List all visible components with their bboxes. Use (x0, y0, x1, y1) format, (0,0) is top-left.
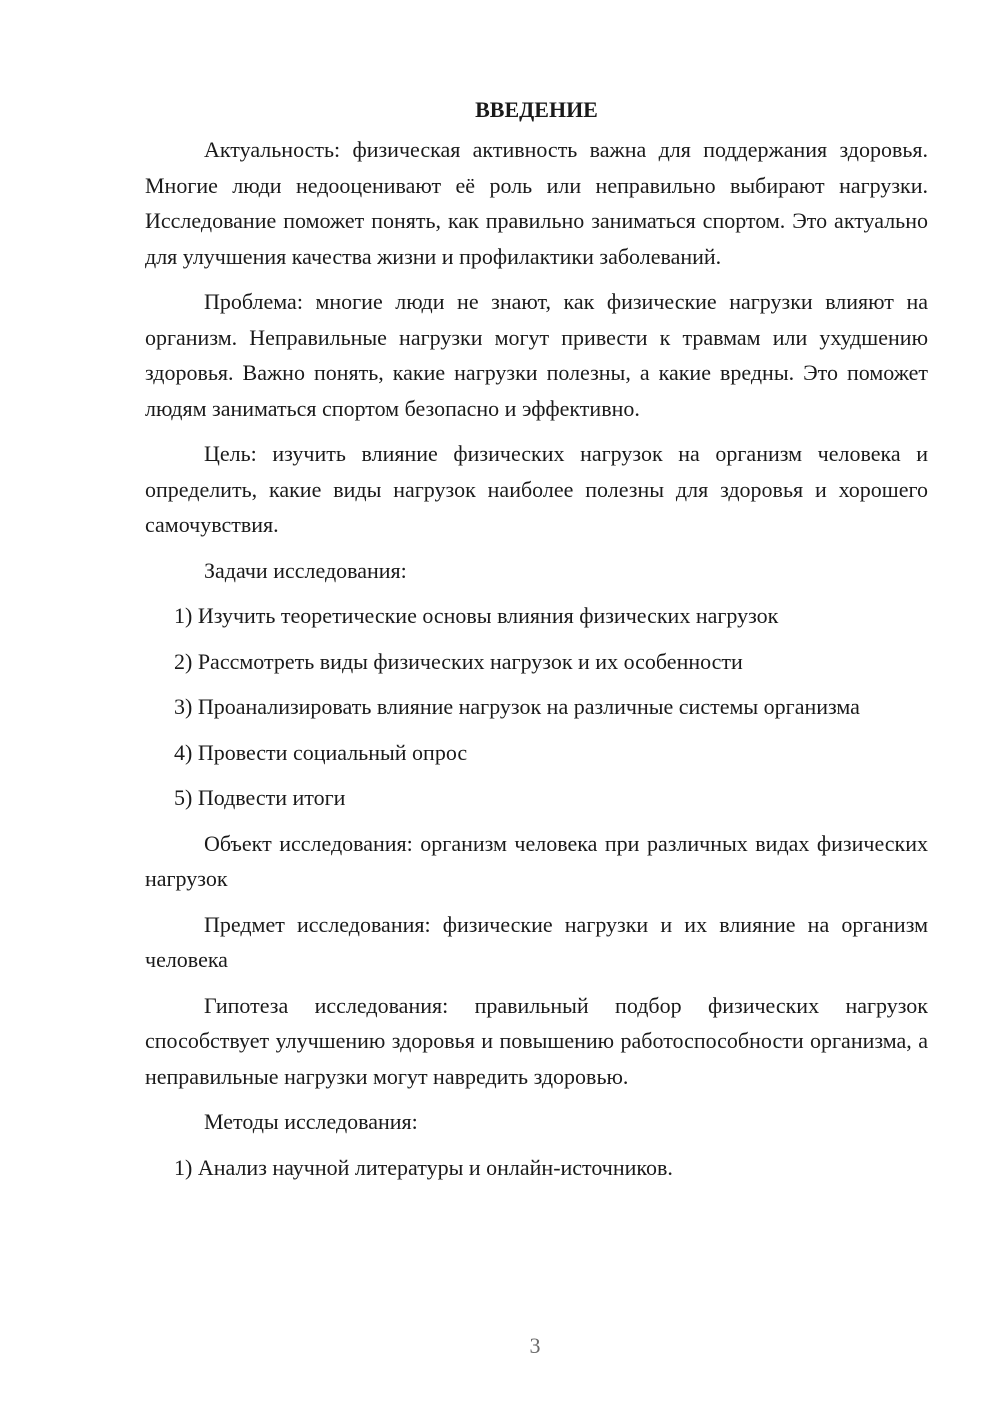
relevance-paragraph: Актуальность: физическая активность важна для поддержания здоровья. Многие люди недооценивают её роль или неправильно выбирают нагрузки. Исследование поможет понять, как правильно заниматься спортом. Это актуально для улучшения качества жизни и профилактики заболеваний. (145, 137, 928, 269)
task-item-4: 4) Провести социальный опрос (174, 739, 468, 765)
task-item-2: 2) Рассмотреть виды физических нагрузок и их особенности (174, 648, 743, 674)
hypothesis-paragraph: Гипотеза исследования: правильный подбор физических нагрузок способствует улучшению здоровья и повышению работоспособности организма, а неправильные нагрузки могут навредить здоровью. (145, 992, 928, 1089)
task-item-3: 3) Проанализировать влияние нагрузок на различные системы организма (174, 694, 860, 719)
tasks-title: Задачи исследования: (204, 557, 407, 583)
document-page (145, 92, 928, 1195)
problem-paragraph: Проблема: многие люди не знают, как физические нагрузки влияют на организм. Неправильные нагрузки могут привести к травмам или ухудшению здоровья. Важно понять, какие нагрузки полезны, а какие вредны. Это поможет людям заниматься спортом безопасно и эффективно. (145, 289, 928, 421)
page-number: 3 (529, 1333, 541, 1358)
goal-paragraph: Цель: изучить влияние физических нагрузок на организм человека и определить, какие виды нагрузок наиболее полезны для здоровья и хорошего самочувствия. (145, 441, 928, 537)
methods-title: Методы исследования: (204, 1109, 418, 1134)
task-item-5: 5) Подвести итоги (174, 785, 346, 810)
method-item-1: 1) Анализ научной литературы и онлайн-источников. (174, 1154, 673, 1180)
subject-paragraph: Предмет исследования: физические нагрузки и их влияние на организм человека (145, 911, 928, 972)
object-paragraph: Объект исследования: организм человека при различных видах физических нагрузок (145, 830, 928, 891)
task-item-1: 1) Изучить теоретические основы влияния физических нагрузок (174, 603, 779, 628)
section-heading: ВВЕДЕНИЕ (475, 97, 598, 122)
